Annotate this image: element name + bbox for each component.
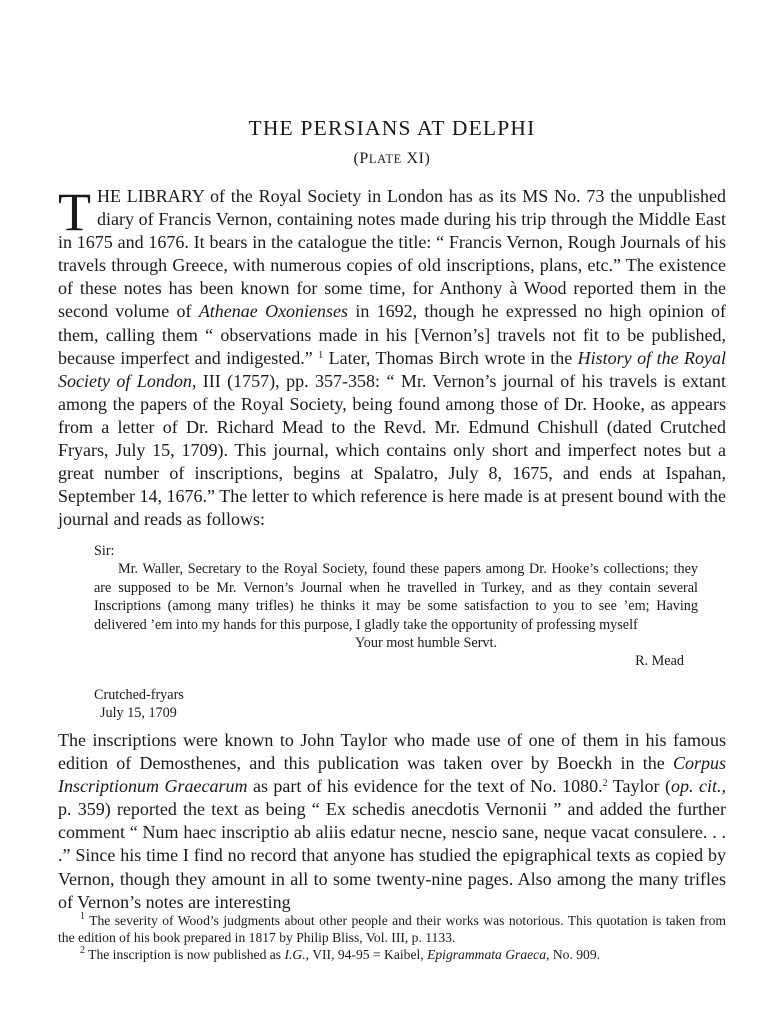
paragraph-2-text-b: as part of his evidence for the text of No. 1080.: [247, 776, 603, 797]
footnote-2: [58, 946, 726, 963]
plate-open: (P: [353, 150, 369, 167]
italic-epigrammata: Epigrammata Graeca,: [427, 947, 550, 962]
footnote-1-text: The severity of Wood’s judgments about other people and their works was notorious. This quotation is taken from the edition of his book prepared in 1817 by Philip Bliss, Vol. III, p. 1133.: [58, 913, 726, 945]
italic-ig: I.G.,: [284, 947, 310, 962]
letter-date: July 15, 1709: [100, 705, 177, 722]
paragraph-2: [58, 729, 726, 914]
italic-history: History of the Royal Society of London,: [58, 347, 726, 391]
paragraph-1-text-c: Later, Thomas Birch wrote in the: [323, 347, 578, 368]
footnote-2-text-a: The inscription is now published as: [85, 947, 285, 962]
letter-place-date: [94, 686, 184, 723]
plate-reference: [58, 150, 726, 168]
footnote-2-text-b: VII, 94-95 = Kaibel,: [309, 947, 428, 962]
footnote-2-marker: 2: [80, 945, 85, 956]
letter-salutation: Sir:: [94, 543, 115, 559]
paragraph-2-text-c: Taylor (: [607, 776, 672, 797]
paragraph-1-text-d: III (1757), pp. 357-358: “ Mr. Vernon’s journal of his travels is extant among the papers of the Royal Society, being found among those of Dr. Hooke, as appears from a letter of Dr. Richard Mead to the Revd. Mr. Edmund Chishull (dated Crutched Fryars, July 15, 1709). This journal, which contains only short and imperfect notes but a great number of inscriptions, begins at Spalatro, July 8, 1675, and ends at Ispahan, September 14, 1676.” The letter to which reference is here made is at present bound with the journal and reads as follows:: [58, 370, 726, 530]
italic-op-cit: op. cit.,: [671, 776, 726, 797]
footnote-ref-1: 1: [318, 349, 324, 361]
footnotes: [58, 912, 726, 963]
footnote-2-text-c: No. 909.: [549, 947, 601, 962]
letter-place: Crutched-fryars: [94, 687, 184, 703]
article-title: THE PERSIANS AT DELPHI: [248, 116, 536, 140]
paragraph-2-text-a: The inscriptions were known to John Taylor who made use of one of them in his famous edition of Demosthenes, and this publication was taken over by Boeckh in the: [58, 730, 726, 774]
italic-athenae: Athenae Oxonienses: [198, 301, 349, 322]
letter-closing: Your most humble Servt.: [354, 635, 498, 652]
footnote-ref-2: 2: [602, 778, 608, 790]
letter-signature: R. Mead: [635, 653, 684, 670]
paragraph-1-text-b: in 1692, though he expressed no high opinion of them, calling them “ observations made in his [Vernon’s] travels not fit to be published, because imperfect and indigested.”: [58, 301, 727, 368]
plate-number: XI): [401, 150, 431, 167]
italic-corpus: Corpus Inscriptionum Graecarum: [58, 753, 726, 797]
footnote-1: [58, 912, 726, 946]
plate-smallcaps: LATE: [368, 152, 402, 166]
paragraph-2-text-d: p. 359) reported the text as being “ Ex schedis anecdotis Vernonii ” and added the further comment “ Num haec inscriptio ab aliis edatur necne, nescio sane, neque vacat consulere. . . .” Since his time I find no record that anyone has studied the epigraphical texts as copied by Vernon, though they amount in all to some twenty-nine pages. Also among the many trifles of Vernon’s notes are interesting: [58, 799, 726, 912]
paragraph-1: [58, 182, 727, 531]
letter-body: Mr. Waller, Secretary to the Royal Society, found these papers among Dr. Hooke’s collections; they are supposed to be Mr. Vernon’s Journal when he travelled in Turkey, and as they contain several Inscriptions (among many trifles) he thinks it may be some satisfaction to you to see ’em; Having delivered ’em into my hands for this purpose, I gladly take the opportunity of professing myself: [94, 561, 698, 633]
footnote-1-marker: 1: [80, 911, 85, 922]
paragraph-1-text-a: HE LIBRARY of the Royal Society in London has as its MS No. 73 the unpublished diary of Francis Vernon, containing notes made during his trip through the Middle East in 1675 and 1676. It bears in the catalogue the title: “ Francis Vernon, Rough Journals of his travels through Greece, with numerous copies of old inscriptions, plans, etc.” The existence of these notes has been known for some time, for Anthony à Wood reported them in the second volume of: [58, 186, 726, 322]
drop-cap: T: [58, 182, 91, 242]
quoted-letter: [94, 542, 698, 671]
